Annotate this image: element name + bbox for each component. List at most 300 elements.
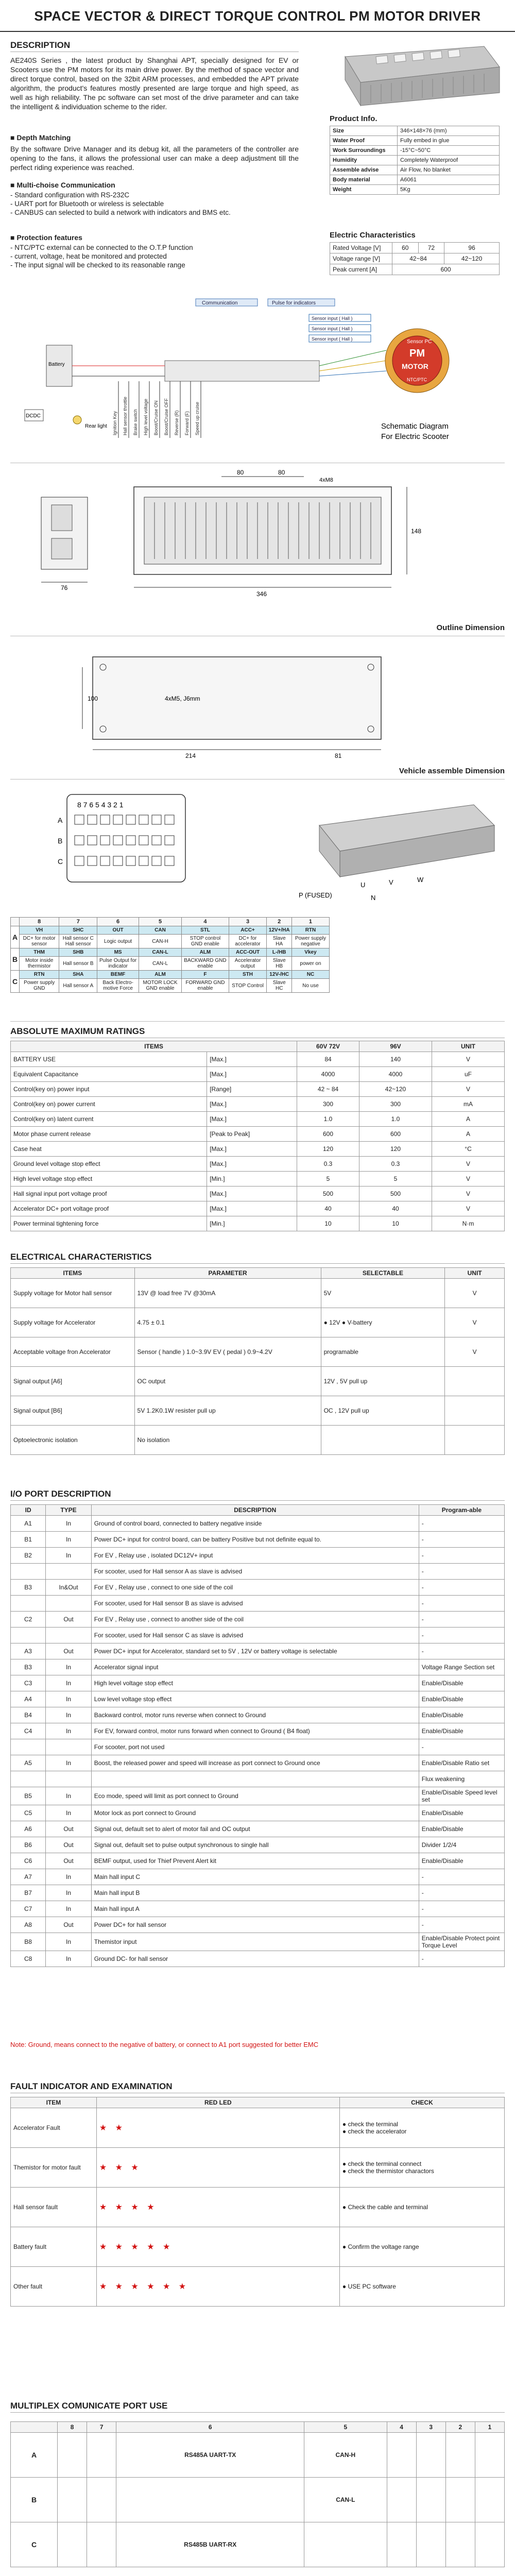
multi-comm-label: Multi-choise Communication — [16, 181, 115, 189]
fault-led: ★ ★ ★ ★ ★ — [96, 2227, 339, 2267]
io-id: A7 — [11, 1869, 46, 1885]
product-info-row — [330, 136, 500, 146]
protection-label: Protection features — [16, 233, 82, 242]
pin-description: MOTOR LOCK GND enable — [139, 979, 181, 993]
fault-check — [339, 2148, 504, 2188]
abs-row — [11, 1157, 505, 1172]
io-desc: For EV , Relay use , connect to another side of the coil — [91, 1612, 419, 1628]
abs-item: Power terminal tightening force — [11, 1216, 207, 1231]
io-desc: For scooter, used for Hall sensor A as slave is advised — [91, 1564, 419, 1580]
io-id: A5 — [11, 1755, 46, 1771]
io-row — [11, 1755, 505, 1771]
pin-row-top — [11, 926, 330, 935]
ec-col-items: ITEMS — [11, 1268, 135, 1279]
mux-cell — [445, 2522, 475, 2567]
io-prog: Enable/Disable Protect point Torque Level — [419, 1933, 504, 1951]
product-info-row — [330, 165, 500, 175]
pin-signal: THM — [20, 948, 59, 957]
svgV5-text: Boost/Cruise OFF — [164, 398, 169, 435]
abs-item: Motor phase current release — [11, 1127, 207, 1142]
abs-col-v1: 60V 72V — [297, 1041, 359, 1052]
pin-signal: ACC-OUT — [229, 948, 267, 957]
abs-row — [11, 1142, 505, 1157]
io-id: B8 — [11, 1933, 46, 1951]
svgRear-text: Rear light — [85, 423, 107, 429]
mux-cell — [304, 2522, 387, 2567]
svgCap1-text: Schematic Diagram — [381, 422, 449, 431]
pin-signal: OUT — [97, 926, 139, 935]
abs-item: Accelerator DC+ port voltage proof — [11, 1201, 207, 1216]
product-info-key: Work Surroundings — [330, 146, 398, 156]
fault-row — [11, 2108, 505, 2148]
fault-item: Themistor for motor fault — [11, 2148, 97, 2188]
abs-value-60-72: 600 — [297, 1127, 359, 1142]
io-prog: - — [419, 1612, 504, 1628]
pin-description: Hall sensor A — [59, 979, 97, 993]
io-prog: - — [419, 1739, 504, 1755]
pin-description: STOP control GND enable — [182, 935, 229, 948]
io-prog: - — [419, 1917, 504, 1933]
io-prog: - — [419, 1643, 504, 1659]
elec-char-heading: ELECTRICAL CHARACTERISTICS — [10, 1252, 505, 1264]
depth-matching-heading: ■ Depth Matching — [10, 133, 71, 142]
abs-value-96: 4000 — [359, 1067, 432, 1082]
pin-signal: RTN — [291, 926, 329, 935]
mux-row-id: B — [11, 2478, 58, 2522]
product-info-row — [330, 175, 500, 185]
elec-small-value: 72 — [418, 243, 444, 253]
ec-row — [11, 1337, 505, 1367]
pin-row-top — [11, 948, 330, 957]
abs-unit: °C — [432, 1142, 505, 1157]
svgBattery-text: Battery — [48, 362, 65, 367]
abs-value-60-72: 5 — [297, 1172, 359, 1187]
abs-col-unit: UNIT — [432, 1041, 505, 1052]
io-type — [46, 1771, 91, 1787]
svgU-text: U — [360, 881, 366, 889]
io-type — [46, 1628, 91, 1643]
io-type: In — [46, 1951, 91, 1967]
io-desc: Eco mode, speed will limit as port connect to Ground — [91, 1787, 419, 1805]
mux-cell — [58, 2433, 87, 2478]
io-type: In — [46, 1869, 91, 1885]
abs-value-96: 40 — [359, 1201, 432, 1216]
io-desc: For EV , Relay use , isolated DC12V+ input — [91, 1548, 419, 1564]
svgD148-text: 148 — [411, 528, 422, 535]
abs-value-60-72: 500 — [297, 1187, 359, 1201]
mux-cell: CAN-L — [304, 2478, 387, 2522]
svgW-text: W — [417, 876, 424, 884]
fault-table — [10, 2097, 505, 2307]
abs-item: Control(key on) power current — [11, 1097, 207, 1112]
fault-row — [11, 2227, 505, 2267]
svgDcdc-text: DCDC — [26, 413, 41, 419]
fault-check-item: ● Confirm the voltage range — [342, 2243, 419, 2250]
io-id: B3 — [11, 1659, 46, 1675]
mux-row — [11, 2433, 505, 2478]
ec-selectable: programable — [321, 1337, 445, 1367]
ec-param: OC output — [134, 1367, 321, 1396]
pin-signal: Vkey — [291, 948, 329, 957]
ec-unit: V — [445, 1308, 505, 1337]
product-info-row — [330, 126, 500, 136]
pin-signal: SHC — [59, 926, 97, 935]
io-desc: For scooter, used for Hall sensor C as slave is advised — [91, 1628, 419, 1643]
abs-value-96: 140 — [359, 1052, 432, 1067]
elec-small-value: 60 — [392, 243, 419, 253]
multi-comm-heading: ■ Multi-choise Communication — [10, 181, 115, 189]
svgV7-text: Forward (F) — [184, 411, 190, 435]
io-prog: Enable/Disable — [419, 1675, 504, 1691]
io-row — [11, 1933, 505, 1951]
io-port-note: Note: Ground, means connect to the negative of battery, or connect to A1 port suggested for better EMC — [10, 2041, 319, 2048]
abs-unit: A — [432, 1112, 505, 1127]
pin-col-header: 4 — [182, 918, 229, 926]
svgM2-text: PM — [409, 348, 425, 359]
abs-item: High level voltage stop effect — [11, 1172, 207, 1187]
io-prog: Enable/Disable Ratio set — [419, 1755, 504, 1771]
pin-col-header: 5 — [139, 918, 181, 926]
io-desc: Themistor input — [91, 1933, 419, 1951]
protection-list — [10, 243, 299, 269]
elec-small-row — [330, 264, 500, 275]
io-id — [11, 1628, 46, 1643]
mux-col-header: 7 — [87, 2422, 116, 2433]
io-desc: For EV , Relay use , connect to one side of the coil — [91, 1580, 419, 1596]
elec-char-small-table — [330, 242, 500, 275]
svgHole-text: 4xM8 — [319, 477, 333, 483]
io-type: In — [46, 1691, 91, 1707]
io-row — [11, 1532, 505, 1548]
io-type — [46, 1739, 91, 1755]
abs-row — [11, 1172, 505, 1187]
pin-description: Power supply GND — [20, 979, 59, 993]
io-prog: Enable/Disable Speed level set — [419, 1787, 504, 1805]
product-info-heading: Product Info. — [330, 114, 377, 123]
abs-unit: A — [432, 1127, 505, 1142]
io-row — [11, 1691, 505, 1707]
abs-item: Ground level voltage stop effect — [11, 1157, 207, 1172]
elec-char-small-heading: Electric Characteristics — [330, 231, 416, 240]
pin-col-header: 8 — [20, 918, 59, 926]
io-id: A4 — [11, 1691, 46, 1707]
abs-unit: V — [432, 1172, 505, 1187]
io-desc: High level voltage stop effect — [91, 1675, 419, 1691]
ec-item: Optoelectronic isolation — [11, 1426, 135, 1455]
pin-description: No use — [291, 979, 329, 993]
product-info-row — [330, 156, 500, 165]
elec-small-value: 600 — [392, 264, 500, 275]
svgD80a-text: 80 — [237, 469, 244, 476]
mux-cell — [445, 2478, 475, 2522]
ec-row — [11, 1279, 505, 1308]
abs-row — [11, 1067, 505, 1082]
abs-condition: [Peak to Peak] — [207, 1127, 297, 1142]
io-id: B7 — [11, 1885, 46, 1901]
io-desc: For scooter, used for Hall sensor B as slave is advised — [91, 1596, 419, 1612]
abs-unit: V — [432, 1157, 505, 1172]
pin-signal: VH — [20, 926, 59, 935]
outline-label: Outline Dimension — [436, 623, 505, 632]
io-type — [46, 1596, 91, 1612]
io-row — [11, 1771, 505, 1787]
pin-signal: F — [182, 971, 229, 979]
mux-col-header: 3 — [416, 2422, 445, 2433]
abs-item: Equivalent Capacitance — [11, 1067, 207, 1082]
abs-condition: [Max.] — [207, 1112, 297, 1127]
svgD80b-text: 80 — [278, 469, 285, 476]
page-header — [0, 0, 515, 32]
io-desc: Motor lock as port connect to Ground — [91, 1805, 419, 1821]
depth-matching-label: Depth Matching — [16, 133, 71, 142]
io-type: In — [46, 1548, 91, 1564]
product-info-value: A6061 — [398, 175, 500, 185]
pin-description: DC+ for motor sensor — [20, 935, 59, 948]
io-desc: Accelerator signal input — [91, 1659, 419, 1675]
svgS1-text: Sensor input ( Hall ) — [312, 326, 353, 331]
assemble-label: Vehicle assemble Dimension — [399, 767, 505, 775]
pin-signal: ACC+ — [229, 926, 267, 935]
abs-value-96: 42~120 — [359, 1082, 432, 1097]
io-row — [11, 1951, 505, 1967]
mux-cell — [87, 2478, 116, 2522]
abs-max-heading: ABSOLUTE MAXIMUM RATINGS — [10, 1026, 505, 1038]
io-row — [11, 1612, 505, 1628]
ec-selectable: OC , 12V pull up — [321, 1396, 445, 1426]
ec-row — [11, 1367, 505, 1396]
pin-signal: CAN — [139, 926, 181, 935]
abs-value-60-72: 0.3 — [297, 1157, 359, 1172]
io-id: C2 — [11, 1612, 46, 1628]
ec-unit: V — [445, 1337, 505, 1367]
protection-item: - current, voltage, heat be monitored and protected — [10, 252, 167, 260]
svgV6-text: Reverse (R) — [174, 410, 179, 435]
mux-cell: CAN-H — [304, 2433, 387, 2478]
svgHoles-text: 4xM5, J6mm — [165, 695, 200, 702]
io-type: Out — [46, 1821, 91, 1837]
pin-description: Motor inside thermistor — [20, 957, 59, 971]
io-col-desc: DESCRIPTION — [91, 1505, 419, 1516]
abs-unit: V — [432, 1082, 505, 1097]
io-id — [11, 1596, 46, 1612]
mux-cell — [58, 2522, 87, 2567]
assemble-drawing — [10, 641, 505, 765]
abs-value-60-72: 300 — [297, 1097, 359, 1112]
abs-condition: [Max.] — [207, 1201, 297, 1216]
io-prog: - — [419, 1580, 504, 1596]
abs-item: Case heat — [11, 1142, 207, 1157]
svgP-text: P (FUSED) — [299, 891, 332, 899]
mux-col-header: 1 — [475, 2422, 504, 2433]
io-desc: For scooter, port not used — [91, 1739, 419, 1755]
io-desc: Power DC+ input for Accelerator, standard set to 5V , 12V or battery voltage is selectable — [91, 1643, 419, 1659]
abs-row — [11, 1187, 505, 1201]
elec-char-table — [10, 1267, 505, 1455]
elec-small-key: Rated Voltage [V] — [330, 243, 392, 253]
ec-unit: V — [445, 1279, 505, 1308]
io-id: A6 — [11, 1821, 46, 1837]
mux-cell: RS485B UART-RX — [116, 2522, 304, 2567]
svgD81-text: 81 — [335, 752, 342, 759]
svgV3-text: High level voltage — [143, 398, 148, 435]
abs-value-96: 5 — [359, 1172, 432, 1187]
pin-description: Logic output — [97, 935, 139, 948]
abs-unit: V — [432, 1187, 505, 1201]
pin-signal: 12V+/HA — [267, 926, 291, 935]
svgN-text: N — [371, 894, 376, 902]
io-row — [11, 1917, 505, 1933]
pin-row-id: C — [11, 971, 20, 993]
ec-param: 13V @ load free 7V @30mA — [134, 1279, 321, 1308]
elec-small-value: 96 — [444, 243, 500, 253]
io-desc: BEMF output, used for Thief Prevent Alert kit — [91, 1853, 419, 1869]
ec-unit — [445, 1396, 505, 1426]
abs-value-96: 300 — [359, 1097, 432, 1112]
pin-description: Back Electro-motive Force — [97, 979, 139, 993]
pin-signal: 12V-/HC — [267, 971, 291, 979]
abs-row — [11, 1216, 505, 1231]
pin-description: Power supply negative — [291, 935, 329, 948]
abs-condition: [Max.] — [207, 1142, 297, 1157]
elec-small-value: 42~120 — [444, 253, 500, 264]
protection-item: - The input signal will be checked to its reasonable range — [10, 261, 185, 269]
io-type: In — [46, 1659, 91, 1675]
mux-col-header: 8 — [58, 2422, 87, 2433]
abs-condition: [Min.] — [207, 1216, 297, 1231]
elec-small-row — [330, 243, 500, 253]
io-id — [11, 1739, 46, 1755]
io-row — [11, 1643, 505, 1659]
svgPins-text: 8 7 6 5 4 3 2 1 — [77, 801, 124, 809]
abs-value-96: 0.3 — [359, 1157, 432, 1172]
io-type: In — [46, 1805, 91, 1821]
mux-col-header: 6 — [116, 2422, 304, 2433]
io-desc: Power DC+ input for control board, can be battery Positive but not definite equal to. — [91, 1532, 419, 1548]
svgRowA-text: A — [58, 816, 63, 824]
pin-description: FORWARD GND enable — [182, 979, 229, 993]
abs-row — [11, 1097, 505, 1112]
fault-led: ★ ★ ★ — [96, 2148, 339, 2188]
svgD214-text: 214 — [185, 752, 196, 759]
abs-value-60-72: 1.0 — [297, 1112, 359, 1127]
pin-description: Hall sensor C Hall sensor — [59, 935, 97, 948]
ec-param: No isolation — [134, 1426, 321, 1455]
io-row — [11, 1853, 505, 1869]
pin-col-header: 7 — [59, 918, 97, 926]
abs-max-table — [10, 1041, 505, 1231]
mux-row-id: A — [11, 2433, 58, 2478]
abs-row — [11, 1201, 505, 1216]
io-type: In — [46, 1723, 91, 1739]
mux-col-blank — [11, 2422, 58, 2433]
mux-cell — [87, 2522, 116, 2567]
fault-item: Battery fault — [11, 2227, 97, 2267]
io-row — [11, 1596, 505, 1612]
io-id: A8 — [11, 1917, 46, 1933]
io-row — [11, 1707, 505, 1723]
fault-check-item: ● check the terminal connect — [342, 2160, 422, 2167]
mux-cell — [475, 2478, 504, 2522]
mux-cell — [58, 2478, 87, 2522]
elec-small-row — [330, 253, 500, 264]
io-id: B5 — [11, 1787, 46, 1805]
abs-item: Hall signal input port voltage proof — [11, 1187, 207, 1201]
mux-cell — [387, 2478, 416, 2522]
mux-cell: RS485A UART-TX — [116, 2433, 304, 2478]
product-info-table — [330, 126, 500, 195]
pin-description: Slave HC — [267, 979, 291, 993]
abs-value-60-72: 120 — [297, 1142, 359, 1157]
svgD100-text: 100 — [88, 695, 98, 702]
io-type: In — [46, 1933, 91, 1951]
fault-check — [339, 2227, 504, 2267]
depth-matching-text: By the software Drive Manager and its debug kit, all the parameters of the controller are opening to the fans, it allows the professional user can make a deep adjustment till the perfect riding experience was reached. — [10, 145, 299, 172]
abs-value-96: 600 — [359, 1127, 432, 1142]
mux-cell — [387, 2522, 416, 2567]
io-port-heading: I/O PORT DESCRIPTION — [10, 1489, 505, 1501]
io-prog: - — [419, 1628, 504, 1643]
product-info-value: Completely Waterproof — [398, 156, 500, 165]
ec-item: Signal output [A6] — [11, 1367, 135, 1396]
pin-signal: RTN — [20, 971, 59, 979]
product-info-key: Water Proof — [330, 136, 398, 146]
io-row — [11, 1821, 505, 1837]
abs-col-items: ITEMS — [11, 1041, 297, 1052]
io-row — [11, 1885, 505, 1901]
ec-param: Sensor ( handle ) 1.0~3.9V EV ( pedal ) 0.9~4.2V — [134, 1337, 321, 1367]
io-desc: Backward control, motor runs reverse when connect to Ground — [91, 1707, 419, 1723]
product-info-value: 346×148×76 (mm) — [398, 126, 500, 136]
fault-check-item: ● USE PC software — [342, 2283, 396, 2290]
svgM4-text: NTC/PTC — [407, 377, 427, 382]
io-type — [46, 1564, 91, 1580]
io-row — [11, 1901, 505, 1917]
multiplex-table — [10, 2421, 505, 2567]
abs-condition: [Max.] — [207, 1097, 297, 1112]
pin-description: CAN-H — [139, 935, 181, 948]
pin-col-header: 6 — [97, 918, 139, 926]
io-row — [11, 1723, 505, 1739]
pin-row-id: B — [11, 948, 20, 971]
fault-check-item: ● check the accelerator — [342, 2128, 407, 2135]
mux-cell — [475, 2433, 504, 2478]
fault-col-led: RED LED — [96, 2097, 339, 2108]
io-type: In — [46, 1516, 91, 1532]
pin-col-header: 3 — [229, 918, 267, 926]
pin-description: Slave HB — [267, 957, 291, 971]
io-desc: Signal out, default set to alert of motor fail and OC output — [91, 1821, 419, 1837]
abs-row — [11, 1112, 505, 1127]
fault-check — [339, 2108, 504, 2148]
product-info-row — [330, 146, 500, 156]
protection-heading: ■ Protection features — [10, 233, 82, 242]
ec-col-param: PARAMETER — [134, 1268, 321, 1279]
product-info-value: -15°C~50°C — [398, 146, 500, 156]
io-prog: Enable/Disable — [419, 1691, 504, 1707]
pin-col-header: 1 — [291, 918, 329, 926]
ec-unit — [445, 1426, 505, 1455]
mux-cell — [87, 2433, 116, 2478]
ec-selectable: ● 12V ● V-battery — [321, 1308, 445, 1337]
abs-value-96: 10 — [359, 1216, 432, 1231]
abs-condition: [Max.] — [207, 1052, 297, 1067]
io-desc: Main hall input C — [91, 1869, 419, 1885]
io-prog: - — [419, 1564, 504, 1580]
pin-signal: CAN-L — [139, 948, 181, 957]
io-id: A1 — [11, 1516, 46, 1532]
fault-check-item: ● Check the cable and terminal — [342, 2204, 428, 2211]
io-prog: Enable/Disable — [419, 1821, 504, 1837]
